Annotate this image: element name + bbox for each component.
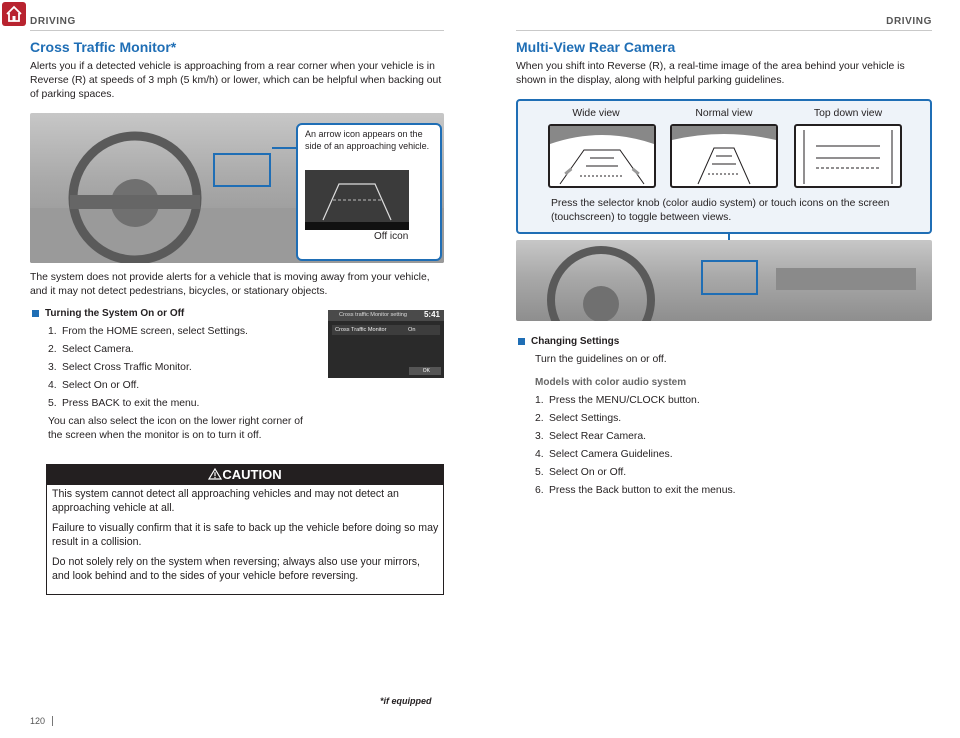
sub-heading-left-text: Turning the System On or Off — [45, 308, 185, 319]
page-title-right: Multi-View Rear Camera — [516, 39, 676, 55]
caution-paragraph-3: Do not solely rely on the system when reversing; always also use your mirrors, and look behind and to the sides of your vehicle before reversing. — [52, 556, 420, 582]
dashboard-photo-right — [516, 240, 932, 321]
camera-screen-thumbnail — [305, 170, 409, 230]
caution-heading-text: CAUTION — [222, 467, 282, 482]
dash-vent-right — [776, 268, 916, 290]
step-text: Select Camera. — [62, 344, 134, 355]
caution-paragraph-1: This system cannot detect all approaching vehicles and may not detect an approaching vehicle at all. — [52, 488, 399, 514]
step-text: Press the MENU/CLOCK button. — [549, 395, 700, 406]
sub-heading-right-text: Changing Settings — [531, 336, 620, 347]
view-label-wide: Wide view — [572, 108, 620, 119]
step-num: 2. — [535, 413, 544, 424]
icon-note: You can also select the icon on the lower right corner of the screen when the monitor is on to turn it off. — [48, 416, 303, 441]
wide-view-icon — [550, 126, 654, 186]
right-step-1 — [535, 394, 700, 408]
wide-view-thumbnail[interactable] — [548, 124, 656, 188]
right-step-3 — [535, 430, 646, 444]
model-heading: Models with color audio system — [535, 377, 687, 388]
step-num: 5. — [48, 398, 57, 409]
settings-screen-time: 5:41 — [423, 310, 440, 319]
step-num: 6. — [535, 485, 544, 496]
normal-view-thumbnail[interactable] — [670, 124, 778, 188]
view-label-normal: Normal view — [695, 108, 753, 119]
steering-wheel-icon — [536, 242, 666, 321]
screen-highlight-right — [701, 260, 758, 295]
step-text: Select Cross Traffic Monitor. — [62, 362, 192, 373]
step-num: 5. — [535, 467, 544, 478]
settings-screen-row-label: Cross Traffic Monitor — [335, 327, 387, 333]
caution-paragraph-2: Failure to visually confirm that it is safe to back up the vehicle before doing so may result in a collision. — [52, 522, 439, 548]
settings-screen-title: Cross traffic Monitor setting — [339, 312, 407, 318]
right-step-5 — [535, 466, 626, 480]
left-step-3 — [48, 361, 192, 375]
section-tag-right: DRIVING — [886, 16, 932, 27]
right-step-4 — [535, 448, 673, 462]
caution-heading — [47, 465, 443, 485]
step-text: Select On or Off. — [62, 380, 140, 391]
left-step-5 — [48, 397, 199, 411]
bullet-square-icon — [518, 338, 525, 345]
intro-paragraph-right: When you shift into Reverse (R), a real-time image of the area behind your vehicle is shown in the display, along with helpful parking guidelines. — [516, 61, 905, 86]
settings-screen-ok-label: OK — [422, 368, 430, 374]
sub-text-right: Turn the guidelines on or off. — [535, 354, 667, 365]
step-num: 2. — [48, 344, 57, 355]
page-title-left: Cross Traffic Monitor* — [30, 39, 177, 55]
section-tag-left: DRIVING — [30, 16, 76, 27]
normal-view-icon — [672, 126, 776, 186]
header-rule-right — [516, 30, 932, 31]
off-icon-label: Off icon — [374, 231, 409, 242]
step-text: Select Camera Guidelines. — [549, 449, 673, 460]
sub-heading-right — [518, 336, 619, 347]
right-step-6 — [535, 484, 736, 498]
step-text: Select Settings. — [549, 413, 622, 424]
step-num: 3. — [48, 362, 57, 373]
left-step-4 — [48, 379, 139, 393]
callout-connector-left — [272, 147, 298, 149]
left-step-2 — [48, 343, 134, 357]
callout-text: An arrow icon appears on the side of an approaching vehicle. — [305, 129, 430, 151]
settings-screen-row-value: On — [408, 327, 416, 333]
steering-wheel-icon — [50, 123, 220, 263]
screen-highlight — [213, 153, 271, 187]
header-rule-left — [30, 30, 444, 31]
settings-screen — [328, 310, 444, 378]
intro-paragraph-left: Alerts you if a detected vehicle is approaching from a rear corner when your vehicle is in Reverse (R) at speeds of 3 mph (5 km/h) or lower, which can be helpful when backing out of parking spaces. — [30, 61, 442, 100]
topdown-view-thumbnail[interactable] — [794, 124, 902, 188]
topdown-view-icon — [796, 126, 900, 186]
right-step-2 — [535, 412, 621, 426]
home-icon — [5, 5, 23, 23]
page-number-left: 120 — [30, 716, 46, 726]
step-num: 1. — [48, 326, 57, 337]
parking-guidelines-icon — [305, 170, 409, 230]
note-paragraph: The system does not provide alerts for a vehicle that is moving away from your vehicle, and it may not detect pedestrians, bicycles, or stationary objects. — [30, 272, 430, 297]
footnote: *if equipped — [380, 696, 432, 706]
step-num: 1. — [535, 395, 544, 406]
warning-triangle-icon — [208, 468, 222, 480]
sub-heading-left — [32, 308, 184, 319]
step-text: From the HOME screen, select Settings. — [62, 326, 248, 337]
step-text: Select Rear Camera. — [549, 431, 647, 442]
step-num: 4. — [48, 380, 57, 391]
step-num: 4. — [535, 449, 544, 460]
step-text: Press BACK to exit the menu. — [62, 398, 200, 409]
step-num: 3. — [535, 431, 544, 442]
step-text: Select On or Off. — [549, 467, 627, 478]
views-panel-caption: Press the selector knob (color audio system) or touch icons on the screen (touchscreen) to toggle between views. — [551, 198, 890, 223]
home-button[interactable] — [2, 2, 26, 26]
view-label-topdown: Top down view — [813, 108, 883, 119]
bullet-square-icon — [32, 310, 39, 317]
page-number-divider — [52, 716, 53, 726]
left-step-1 — [48, 325, 248, 339]
caution-box — [46, 464, 444, 595]
step-text: Press the Back button to exit the menus. — [549, 485, 736, 496]
